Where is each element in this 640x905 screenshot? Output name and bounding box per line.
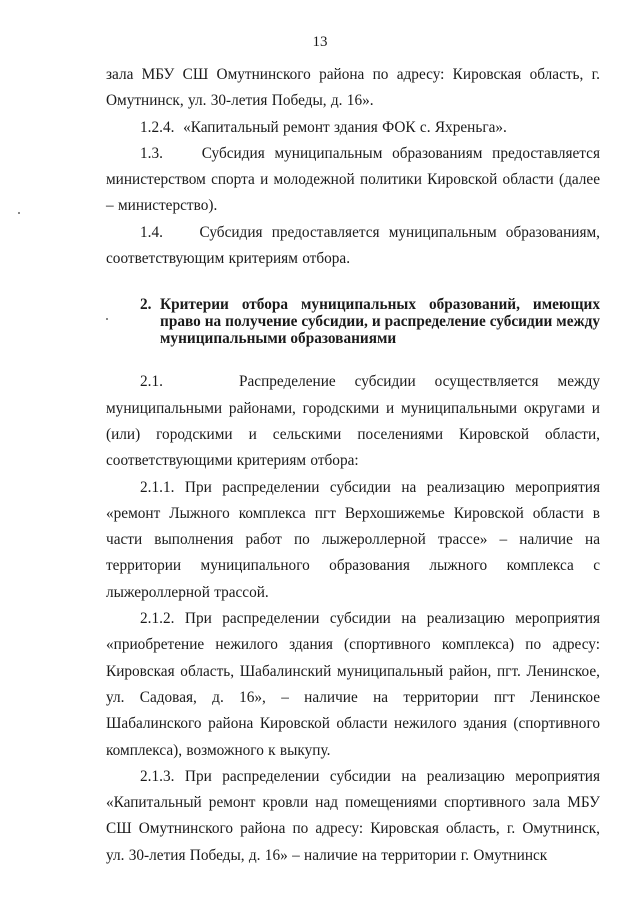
paragraph-continuation: зала МБУ СШ Омутнинского района по адресу: Кировская область, г. Омутнинск, ул. 30-летия Победы, д. 16». (106, 66, 600, 110)
paragraph-2-1-2: 2.1.2. При распределении субсидии на реализацию мероприятия «приобретение нежилого здания (спортивного комплекса) по адресу: Кировская область, Шабалинский муниципальный район, пгт. Ленинское, ул. Садовая, д. 16», – наличие на территории пгт Ленинское Шабалинского района Кировской области нежилого здания (спортивного комплекса), возможного к выкупу. (106, 610, 600, 759)
section-heading (106, 296, 600, 347)
page-number: 13 (312, 34, 328, 50)
section-heading-number: 2. (140, 296, 152, 314)
page-body (106, 62, 600, 869)
section-heading-text: Критерии отбора муниципальных образований, имеющих право на получение субсидии, и распределение субсидии между муниципальными образованиями (160, 296, 600, 348)
paragraph-2-1-1: 2.1.1. При распределении субсидии на реализацию мероприятия «ремонт Лыжного комплекса пгт Верхошижемье Кировской области в части выполнения работ по лыжероллерной трассе» – наличие на территории муниципального образования лыжного комплекса с лыжероллерной трассой. (106, 478, 600, 601)
paragraph-2-1: 2.1. Распределение субсидии осуществляется между муниципальными районами, городскими и муниципальными округами и (или) городскими и сельскими поселениями Кировской области, соответствующими критериям отбора: (106, 373, 600, 470)
scan-speck (106, 318, 108, 320)
paragraph-1-4: 1.4. Субсидия предоставляется муниципальным образованиям, соответствующим критериям отбора. (106, 223, 600, 268)
paragraph-1-2-4: 1.2.4. «Капитальный ремонт здания ФОК с. Яхреньга». (140, 118, 507, 136)
paragraph-2-1-3: 2.1.3. При распределении субсидии на реализацию мероприятия «Капитальный ремонт кровли над помещениями спортивного зала МБУ СШ Омутнинского района по адресу: Кировская область, г. Омутнинск, ул. 30-летия Победы, д. 16» – наличие на территории г. Омутнинск (106, 767, 600, 864)
scan-speck (18, 212, 20, 214)
paragraph-1-3: 1.3. Субсидия муниципальным образованиям предоставляется министерством спорта и молодежной политики Кировской области (далее – министерство). (106, 144, 600, 215)
